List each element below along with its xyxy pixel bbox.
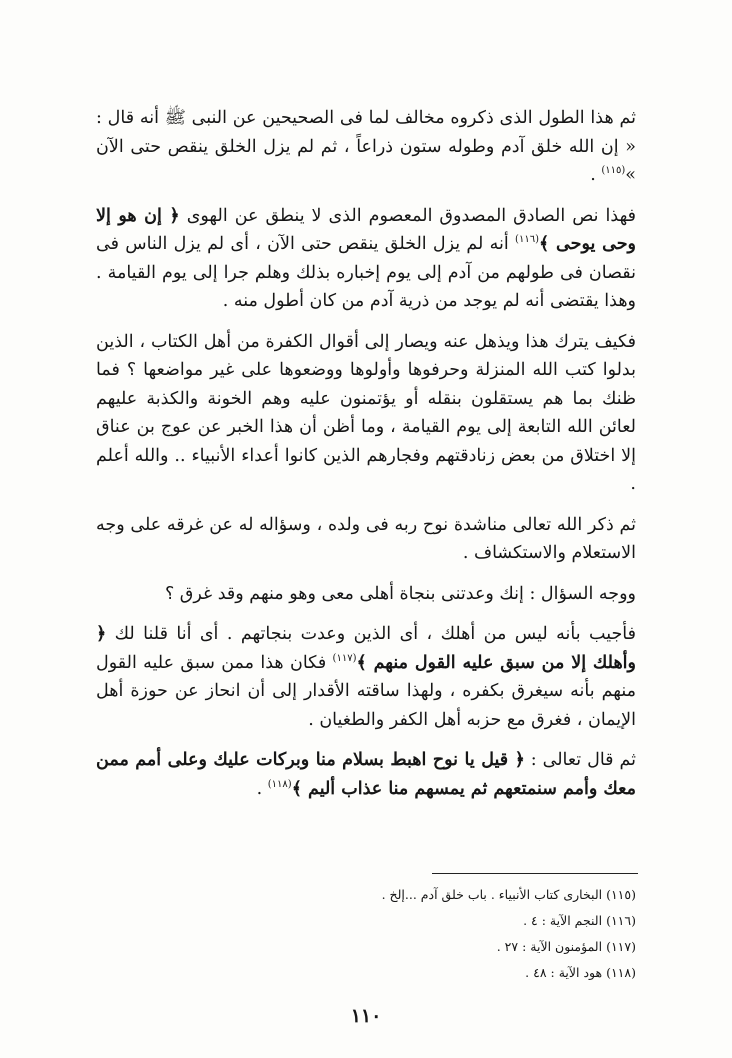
paragraph-text: ووجه السؤال : إنك وعدتنى بنجاة أهلى معى وهو منهم وقد غرق ؟ xyxy=(164,583,636,604)
footnote-ref: (١١٦) xyxy=(515,234,539,246)
footnote-116: (١١٦) النجم الآية : ٤ . xyxy=(523,913,636,928)
paragraph xyxy=(96,202,636,316)
footnote-ref: (١١٨) xyxy=(267,778,292,790)
paragraph xyxy=(96,620,636,734)
footnote-118: (١١٨) هود الآية : ٤٨ . xyxy=(525,965,636,980)
paragraph-text: أنه لم يزل الخلق ينقص حتى الآن ، أى لم يزل الناس فى نقصان فى طولهم من آدم إلى يوم إخباره بذلك وهلم جرا إلى يوم القيامة . وهذا يقتضى أنه لم يوجد من ذرية آدم من كان أطول منه . xyxy=(96,234,636,311)
footnote-separator-rule xyxy=(432,873,638,874)
body-text xyxy=(96,104,636,815)
footnotes xyxy=(96,882,636,986)
paragraph-text: فهذا نص الصادق المصدوق المعصوم الذى لا ينطق عن الهوى xyxy=(179,205,637,226)
paragraph-text: فأجيب بأنه ليس من أهلك ، أى الذين وعدت بنجاتهم . أى أنا قلنا لك xyxy=(106,624,636,644)
paragraph xyxy=(96,328,636,499)
paragraph-text: . xyxy=(256,778,268,799)
page-number: ١١٠ xyxy=(350,1005,382,1027)
footnote-117: (١١٧) المؤمنون الآية : ٢٧ . xyxy=(496,939,636,954)
footnote-ref: (١١٧) xyxy=(332,652,357,664)
quran-verse: ﴿ قيل يا نوح اهبط بسلام منا وبركات عليك وعلى أمم ممن معك وأمم سنمتعهم ثم يمسهم منا عذاب أليم ﴾ xyxy=(96,750,636,799)
quran-verse: ﴿ إن هو إلا وحى يوحى ﴾ xyxy=(96,205,636,254)
paragraph xyxy=(96,746,636,803)
footnote-ref: (١١٥) xyxy=(601,165,626,177)
paragraph xyxy=(96,580,636,609)
paragraph-text: ثم هذا الطول الذى ذكروه مخالف لما فى الصحيحين عن النبى ﷺ أنه قال : « إن الله خلق آدم وطوله ستون ذراعاً ، ثم لم يزل الخلق ينقص حتى الآن » xyxy=(96,108,636,185)
paragraph xyxy=(96,104,636,190)
paragraph-text: . xyxy=(590,165,602,185)
paragraph-text: ثم قال تعالى : xyxy=(524,750,636,770)
paragraph-text: فكان هذا ممن سبق عليه القول منهم بأنه سيغرق بكفره ، ولهذا ساقته الأقدار إلى أن انحاز عن حوزة أهل الإيمان ، فغرق مع حزبه أهل الكفر والطغيان . xyxy=(96,652,636,730)
paragraph xyxy=(96,511,636,568)
paragraph-text: ثم ذكر الله تعالى مناشدة نوح ربه فى ولده ، وسؤاله له عن غرقه على وجه الاستعلام والاستكشاف . xyxy=(96,514,636,563)
quran-verse: ﴿ وأهلك إلا من سبق عليه القول منهم ﴾ xyxy=(96,624,636,673)
footnote-115: (١١٥) البخارى كتاب الأنبياء . باب خلق آدم ...إلخ . xyxy=(381,887,636,902)
paragraph-text: فكيف يترك هذا ويذهل عنه ويصار إلى أقوال الكفرة من أهل الكتاب ، الذين بدلوا كتب الله المنزلة وحرفوها وأولوها ووضعوها على غير مواضعها ؟ فما ظنك بما هم يستقلون بنقله أو يؤتمنون عليه وهم الخونة والكذبة عليهم لعائن الله التابعة إلى يوم القيامة ، وما أظن أن هذا الخبر عن عوج بن عناق إلا اختلاق من بعض زنادقتهم وفجارهم الذين كانوا أعداء الأنبياء .. والله أعلم . xyxy=(96,331,636,494)
